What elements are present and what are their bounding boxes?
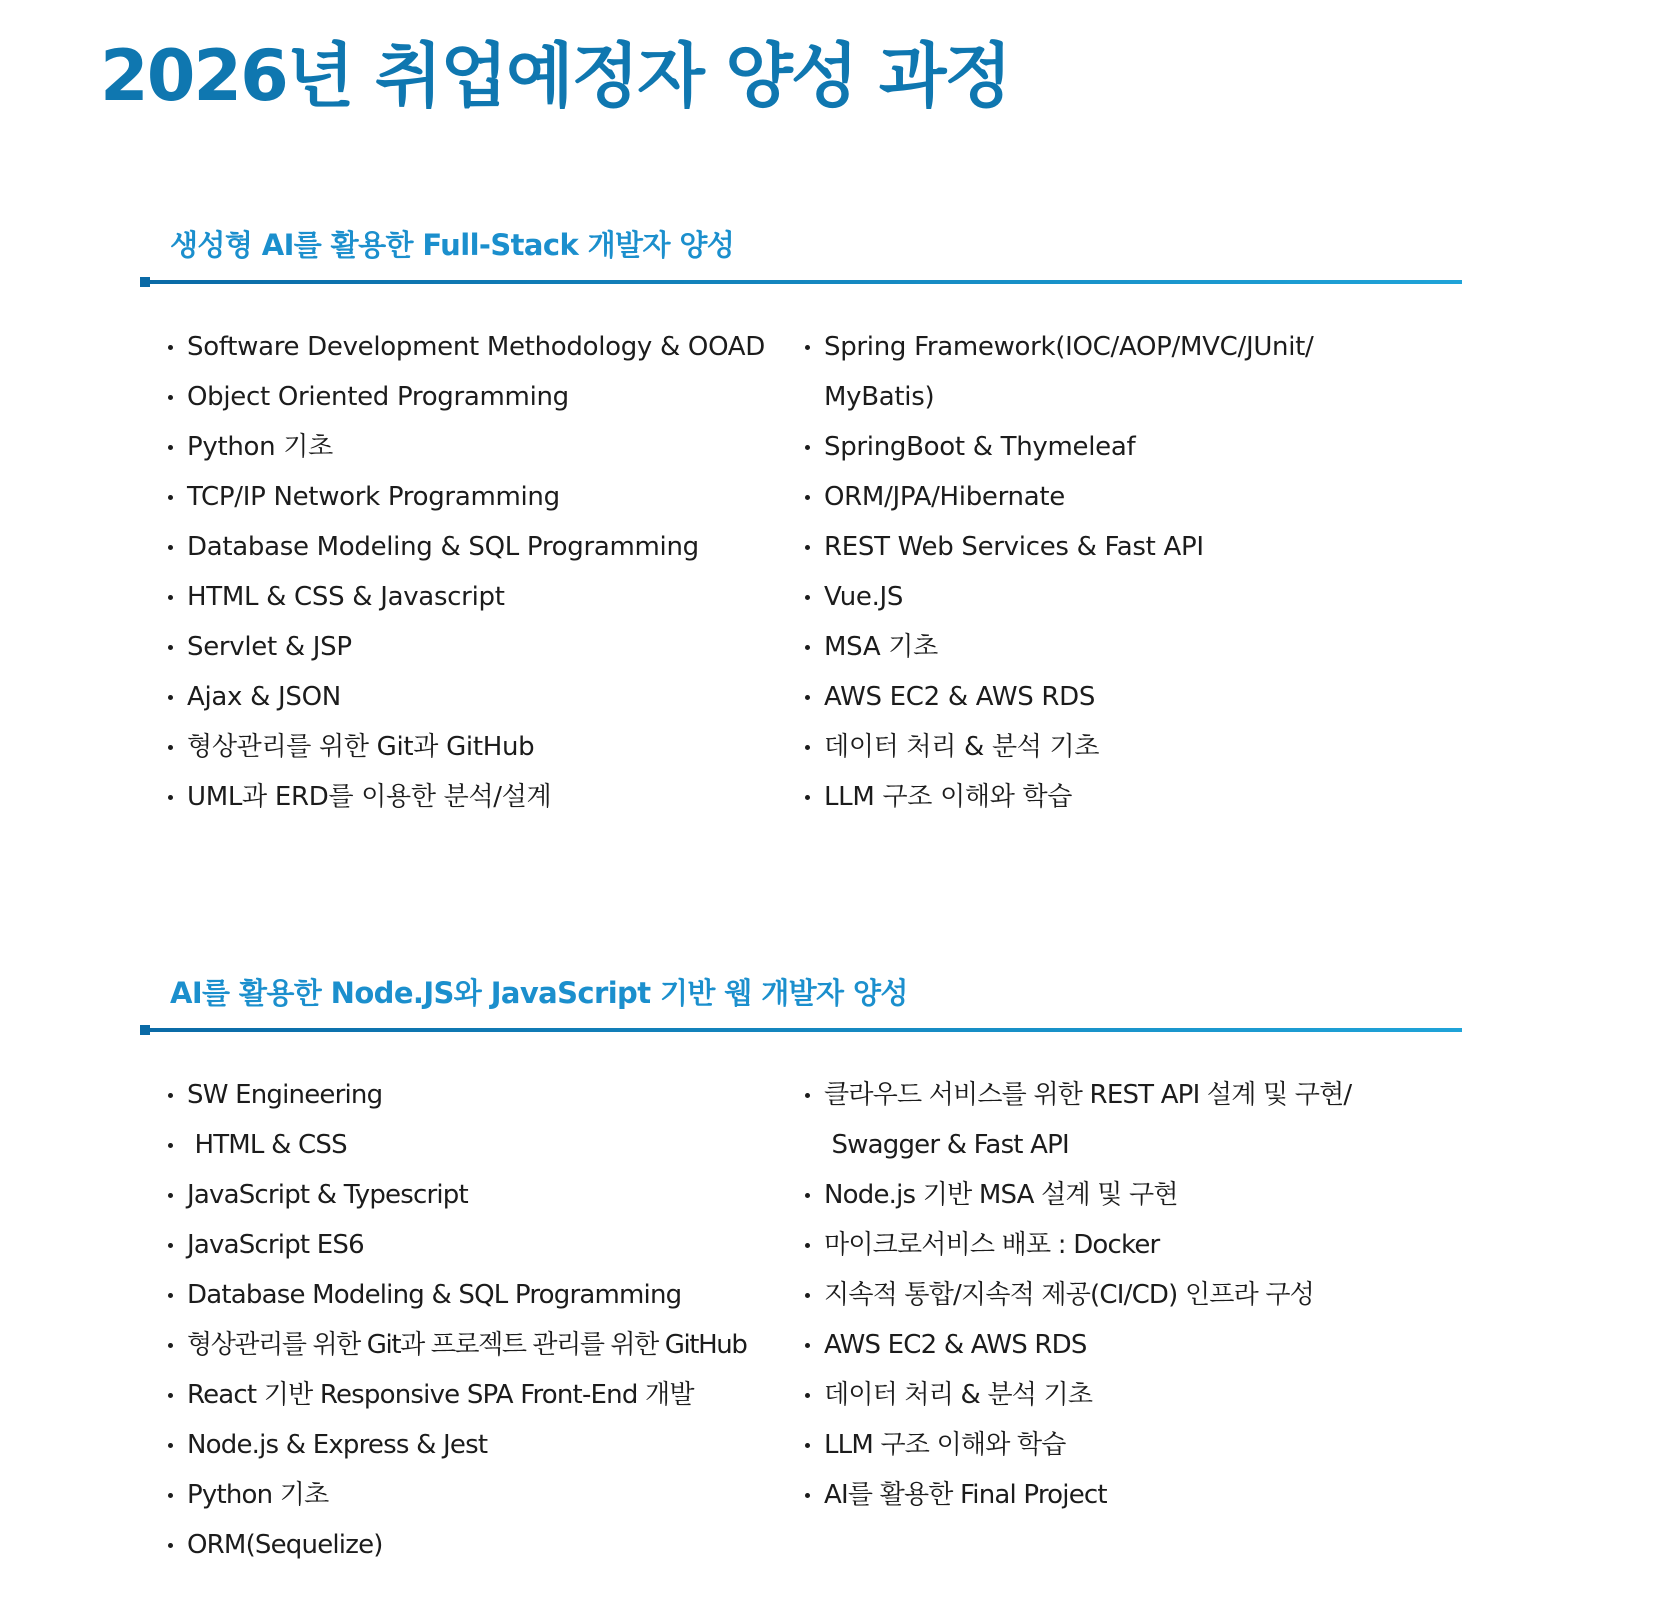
list-item: JavaScript & Typescript — [168, 1170, 788, 1220]
bullet-icon — [805, 1193, 810, 1198]
list-item: Software Development Methodology & OOAD — [168, 322, 788, 372]
list-item: Ajax & JSON — [168, 672, 788, 722]
curriculum-list-right — [805, 1070, 1465, 1520]
curriculum-list-left — [168, 322, 788, 822]
list-item: AWS EC2 & AWS RDS — [805, 672, 1465, 722]
list-item: MSA 기초 — [805, 622, 1465, 672]
list-item: HTML & CSS — [168, 1120, 788, 1170]
list-item: React 기반 Responsive SPA Front-End 개발 — [168, 1370, 788, 1420]
bullet-icon — [168, 695, 173, 700]
list-item: Vue.JS — [805, 572, 1465, 622]
divider-marker — [140, 1025, 150, 1035]
bullet-icon — [805, 745, 810, 750]
bullet-icon — [805, 795, 810, 800]
bullet-icon — [805, 545, 810, 550]
bullet-icon — [805, 1093, 810, 1098]
bullet-icon — [168, 1243, 173, 1248]
list-item: 지속적 통합/지속적 제공(CI/CD) 인프라 구성 — [805, 1270, 1465, 1320]
list-item: LLM 구조 이해와 학습 — [805, 1420, 1465, 1470]
bullet-icon — [168, 1393, 173, 1398]
list-item: ORM/JPA/Hibernate — [805, 472, 1465, 522]
bullet-icon — [168, 545, 173, 550]
bullet-icon — [805, 1293, 810, 1298]
bullet-icon — [168, 1493, 173, 1498]
bullet-icon — [168, 1293, 173, 1298]
bullet-icon — [168, 1543, 173, 1548]
list-item: Python 기초 — [168, 422, 788, 472]
bullet-icon — [805, 645, 810, 650]
bullet-icon — [805, 1343, 810, 1348]
bullet-icon — [168, 595, 173, 600]
bullet-icon — [805, 445, 810, 450]
bullet-icon — [805, 695, 810, 700]
section-heading: 생성형 AI를 활용한 Full-Stack 개발자 양성 — [170, 228, 735, 262]
list-item: Spring Framework(IOC/AOP/MVC/JUnit/ — [805, 322, 1465, 372]
list-item: AWS EC2 & AWS RDS — [805, 1320, 1465, 1370]
list-item: 데이터 처리 & 분석 기초 — [805, 1370, 1465, 1420]
list-item: 마이크로서비스 배포 : Docker — [805, 1220, 1465, 1270]
bullet-icon — [168, 745, 173, 750]
list-item: Node.js & Express & Jest — [168, 1420, 788, 1470]
list-item-continuation: Swagger & Fast API — [824, 1130, 1069, 1160]
list-item: AI를 활용한 Final Project — [805, 1470, 1465, 1520]
list-item: 형상관리를 위한 Git과 프로젝트 관리를 위한 GitHub — [168, 1320, 788, 1370]
list-item: Servlet & JSP — [168, 622, 788, 672]
bullet-icon — [168, 345, 173, 350]
bullet-icon — [168, 795, 173, 800]
list-item: JavaScript ES6 — [168, 1220, 788, 1270]
bullet-icon — [168, 1193, 173, 1198]
bullet-icon — [168, 1143, 173, 1148]
list-item: 형상관리를 위한 Git과 GitHub — [168, 722, 788, 772]
bullet-icon — [168, 395, 173, 400]
list-item: UML과 ERD를 이용한 분석/설계 — [168, 772, 788, 822]
list-item: 클라우드 서비스를 위한 REST API 설계 및 구현/ — [805, 1070, 1465, 1120]
list-item: ORM(Sequelize) — [168, 1520, 788, 1570]
list-item: Node.js 기반 MSA 설계 및 구현 — [805, 1170, 1465, 1220]
bullet-icon — [805, 345, 810, 350]
bullet-icon — [805, 595, 810, 600]
list-item: Database Modeling & SQL Programming — [168, 522, 788, 572]
bullet-icon — [805, 1393, 810, 1398]
list-item: Object Oriented Programming — [168, 372, 788, 422]
bullet-icon — [168, 1343, 173, 1348]
bullet-icon — [168, 645, 173, 650]
list-item: Python 기초 — [168, 1470, 788, 1520]
list-item: SW Engineering — [168, 1070, 788, 1120]
curriculum-list-right — [805, 322, 1465, 822]
page-title: 2026년 취업예정자 양성 과정 — [100, 35, 1011, 117]
bullet-icon — [805, 1493, 810, 1498]
bullet-icon — [805, 495, 810, 500]
section-heading: AI를 활용한 Node.JS와 JavaScript 기반 웹 개발자 양성 — [170, 976, 908, 1010]
bullet-icon — [805, 1443, 810, 1448]
divider-marker — [140, 277, 150, 287]
list-item: LLM 구조 이해와 학습 — [805, 772, 1465, 822]
list-item: TCP/IP Network Programming — [168, 472, 788, 522]
list-item: HTML & CSS & Javascript — [168, 572, 788, 622]
bullet-icon — [168, 1093, 173, 1098]
section-divider — [140, 280, 1462, 284]
section-divider — [140, 1028, 1462, 1032]
list-item: Database Modeling & SQL Programming — [168, 1270, 788, 1320]
bullet-icon — [168, 495, 173, 500]
curriculum-list-left — [168, 1070, 788, 1570]
list-item: 데이터 처리 & 분석 기초 — [805, 722, 1465, 772]
bullet-icon — [168, 445, 173, 450]
bullet-icon — [168, 1443, 173, 1448]
list-item: SpringBoot & Thymeleaf — [805, 422, 1465, 472]
bullet-icon — [805, 1243, 810, 1248]
list-item-continuation: MyBatis) — [824, 382, 935, 412]
list-item: REST Web Services & Fast API — [805, 522, 1465, 572]
